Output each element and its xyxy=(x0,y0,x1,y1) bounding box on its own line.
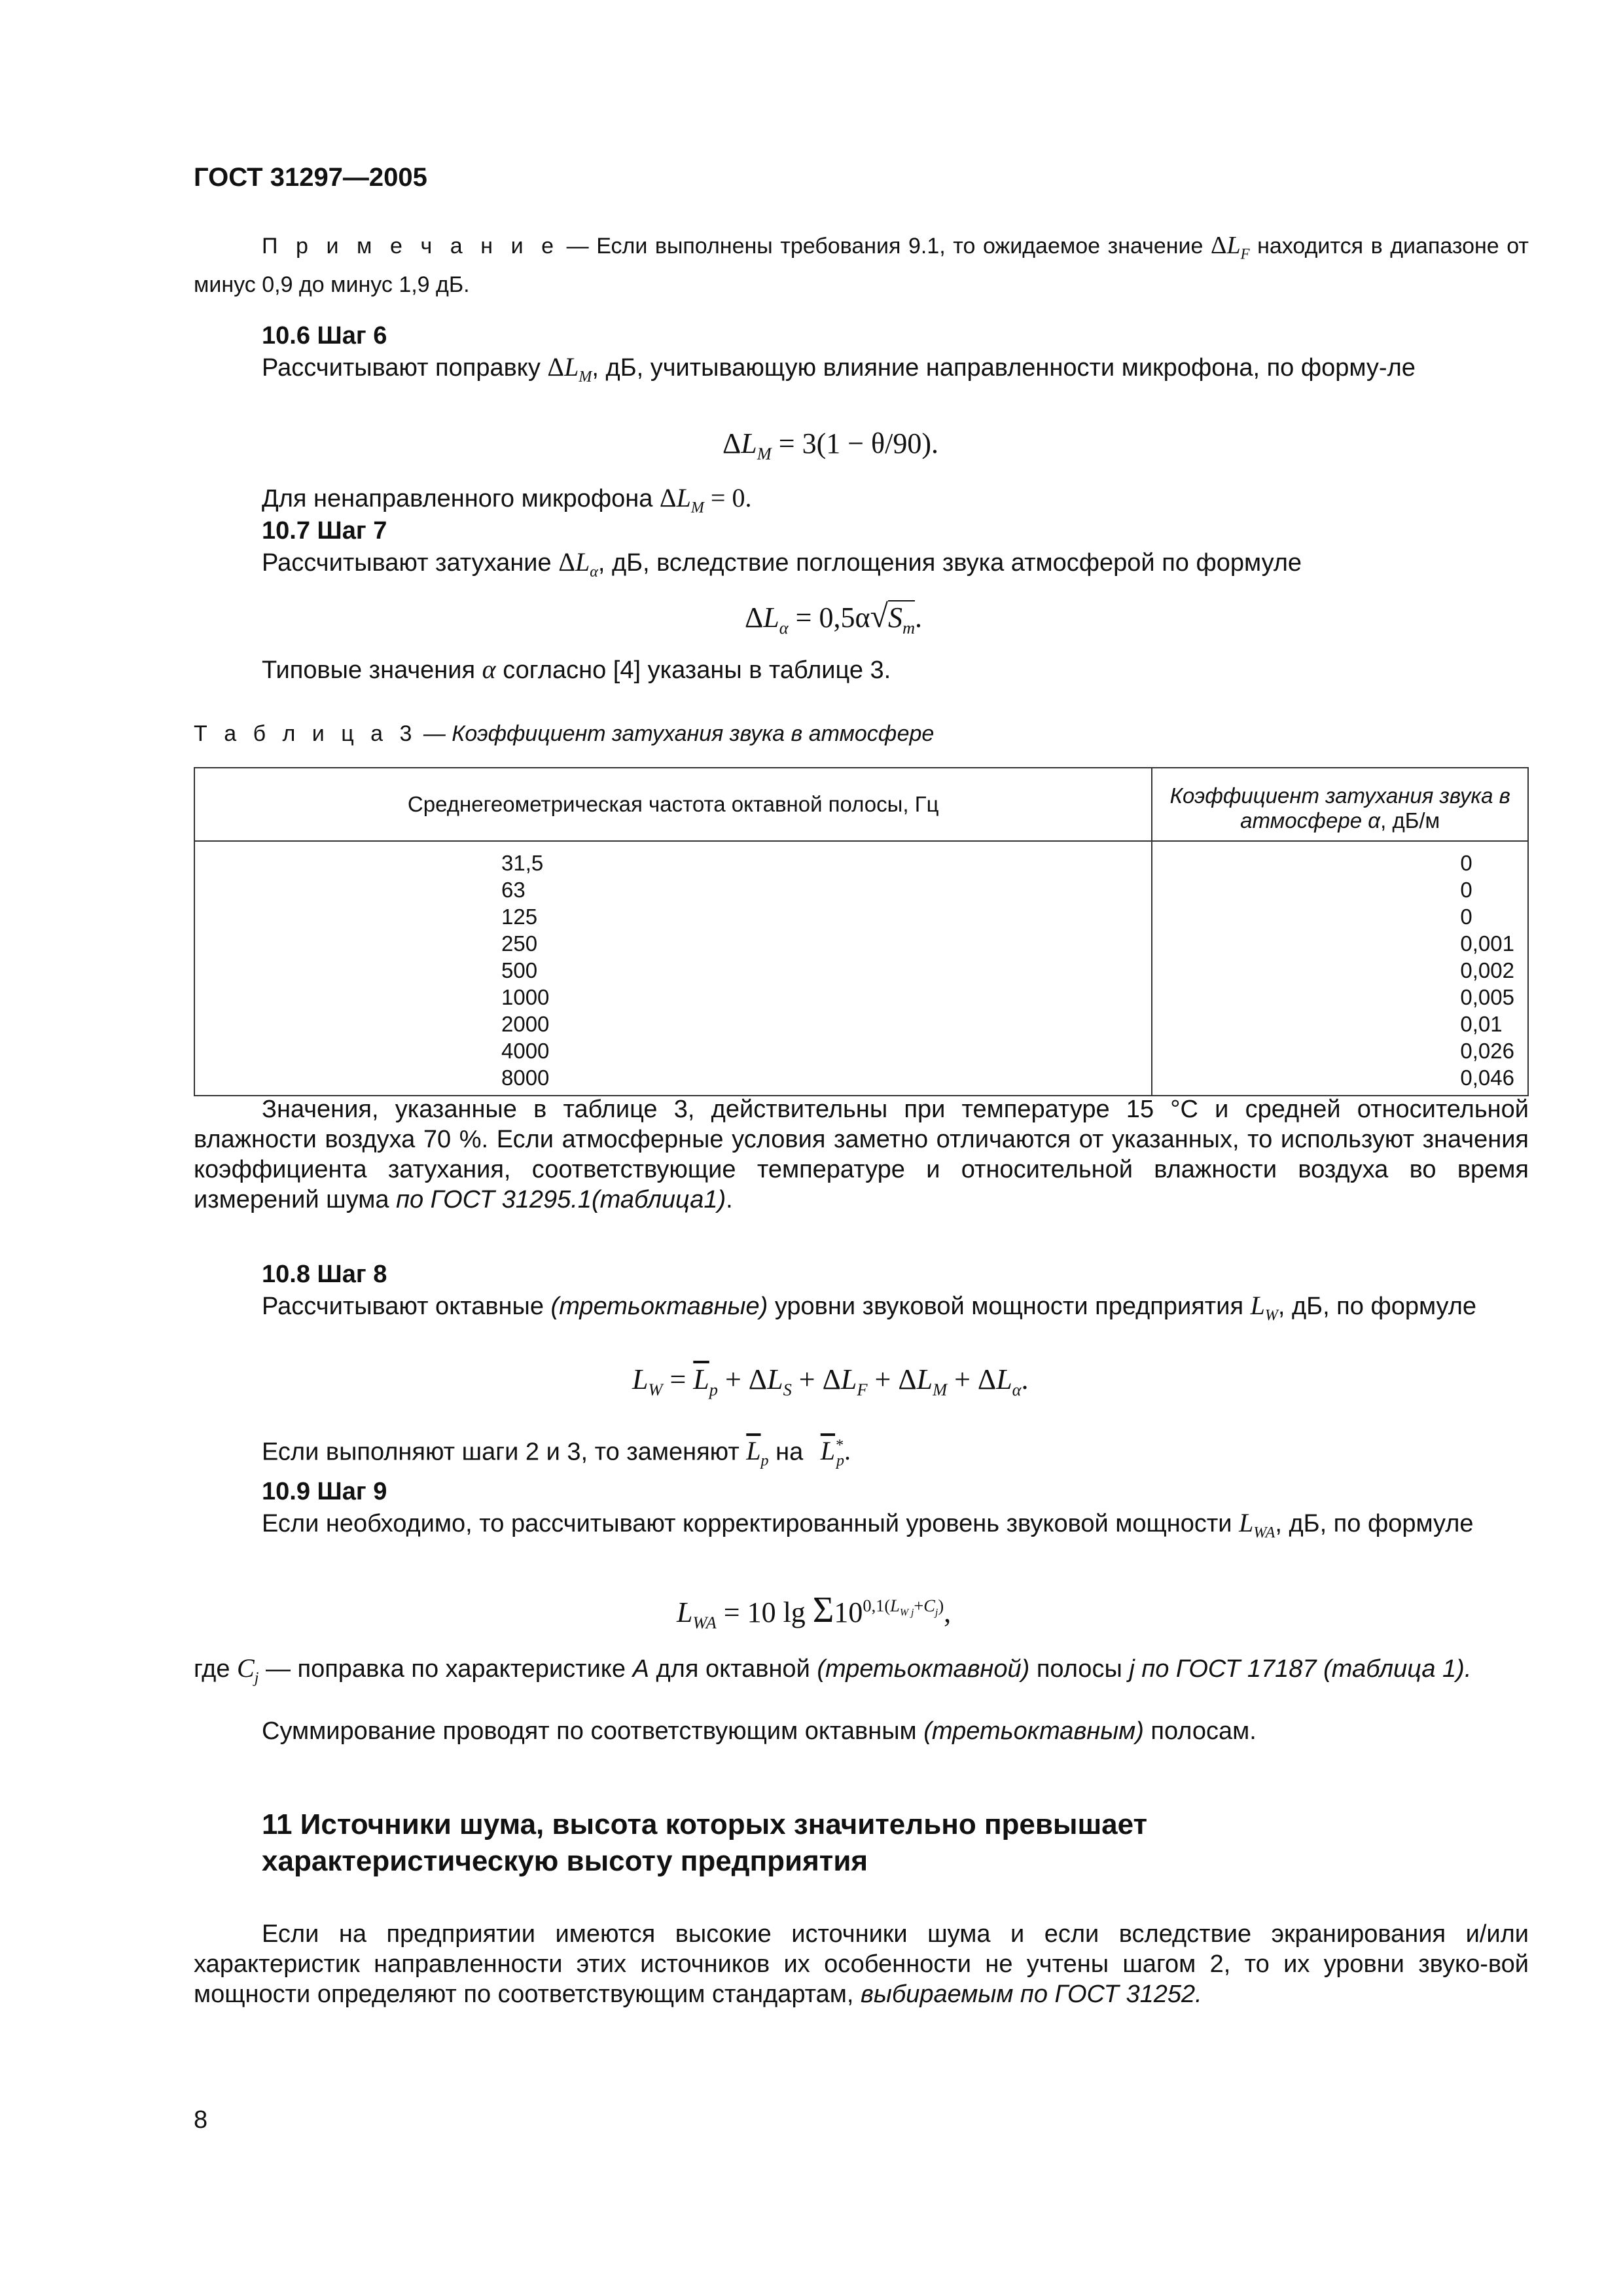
table-cell-coef: 0,005 xyxy=(1460,985,1514,1009)
table-cell-freq: 63 xyxy=(501,878,526,902)
table-cell-coef: 0,046 xyxy=(1460,1066,1514,1090)
table-cell-freq: 500 xyxy=(501,958,538,982)
section-11-heading: 11 Источники шума, высота которых значительно превышает характеристическую высоту предприятия xyxy=(262,1808,1148,1877)
table-cell-coef: 0,026 xyxy=(1460,1039,1514,1063)
table-cell-coef: 0 xyxy=(1460,851,1472,875)
table-cell-freq: 8000 xyxy=(501,1066,550,1090)
table-3-caption: Т а б л и ц а 3 — Коэффициент затухания звука в атмосфере xyxy=(194,721,935,746)
section-10-6-paragraph: Рассчитывают поправку $\Delta L_M$, дБ, учитывающую влияние направленности микрофона, по форму-ле xyxy=(262,352,1416,386)
note-label: П р и м е ч а н и е xyxy=(262,234,560,259)
table-frequency-column xyxy=(194,841,1152,1096)
table-cell-freq: 4000 xyxy=(501,1039,550,1063)
formula-lw: $L_W = \overline{L}_p + \Delta L_S + \Delta L_F + \Delta L_M + \Delta L_\alpha$. xyxy=(632,1363,1029,1399)
table-col1-header: Среднегеометрическая частота октавной полосы, Гц xyxy=(194,768,1152,841)
table-cell-coef: 0,001 xyxy=(1460,931,1514,956)
table-cell-freq: 1000 xyxy=(501,985,550,1009)
table-cell-coef: 0 xyxy=(1460,905,1472,929)
section-10-8-paragraph: Рассчитывают октавные (третьоктавные) уровни звуковой мощности предприятия $L_W$, дБ, по формуле xyxy=(262,1291,1477,1324)
section-10-7-heading: 10.7 Шаг 7 xyxy=(262,517,387,545)
note-paragraph: П р и м е ч а н и е — Если выполнены требования 9.1, то ожидаемое значение $\Delta L_F$ находится в диапазоне от минус 0,9 до минус 1,9 дБ. xyxy=(194,232,1529,297)
page-header xyxy=(194,162,427,192)
table-3 xyxy=(194,767,1529,1096)
omnidirectional-mic-paragraph: Для ненаправленного микрофона $\Delta L_M = 0$. xyxy=(262,483,752,516)
formula-lwa: $L_{WA} = 10$ $\lg \Sigma 10^{0,1(L_{W j}+C_j)}$, xyxy=(677,1590,952,1632)
formula-delta-la: $\Delta L_\alpha = 0,5\alpha√S_m$. xyxy=(745,598,923,637)
after-table-paragraph: Значения, указанные в таблице 3, действительны при температуре 15 °С и средней относительной влажности воздуха 70 %. Если атмосферные условия заметно отличаются от указанных, то используют значения коэффициента затухания, соответствующие температуре и относительной влажности воздуха во время измерений шума по ГОСТ 31295.1(таблица1). xyxy=(194,1096,1529,1213)
summation-paragraph: Суммирование проводят по соответствующим октавным (третьоктавным) полосам. xyxy=(262,1717,1257,1745)
formula-delta-lm: $\Delta L_M = 3(1 - \theta/90)$. xyxy=(722,427,938,463)
section-10-6-heading: 10.6 Шаг 6 xyxy=(262,322,387,350)
table-cell-coef: 0,002 xyxy=(1460,958,1514,982)
section-10-9-paragraph: Если необходимо, то рассчитывают корректированный уровень звуковой мощности $L_{WA}$, дБ, по формуле xyxy=(262,1508,1474,1541)
table-body-row xyxy=(194,841,1528,1096)
table-header-row xyxy=(194,768,1528,841)
table-cell-freq: 250 xyxy=(501,931,538,956)
table-col2-header: Коэффициент затухания звука в атмосфере α, дБ/м xyxy=(1152,768,1528,841)
table-cell-freq: 125 xyxy=(501,905,538,929)
page-number: 8 xyxy=(194,2106,208,2134)
section-10-7-paragraph: Рассчитывают затухание $\Delta L_\alpha$, дБ, вследствие поглощения звука атмосферой по формуле xyxy=(262,547,1302,581)
table-cell-freq: 2000 xyxy=(501,1012,550,1036)
section-10-8-heading: 10.8 Шаг 8 xyxy=(262,1261,387,1288)
section-10-9-heading: 10.9 Шаг 9 xyxy=(262,1478,387,1505)
table-coefficient-column xyxy=(1152,841,1528,1096)
steps-2-3-paragraph: Если выполняют шаги 2 и 3, то заменяют $\overline{L}_p$ на $\overline{L}^*_p$. xyxy=(262,1436,851,1470)
document-id: ГОСТ 31297—2005 xyxy=(194,163,427,192)
table-cell-coef: 0,01 xyxy=(1460,1012,1503,1036)
section-11-paragraph: Если на предприятии имеются высокие источники шума и если вследствие экранирования и/или характеристик направленности этих источников их особенности не учтены шагом 2, то их уровни звуко-вой мощности определяют по соответствующим стандартам, выбираемым по ГОСТ 31252. xyxy=(194,1920,1529,2008)
where-paragraph: где $C_j$ — поправка по характеристике A для октавной (третьоктавной) полосы j по ГОСТ 17187 (таблица 1). xyxy=(194,1653,1472,1687)
typical-values-paragraph: Типовые значения α согласно [4] указаны в таблице 3. xyxy=(262,655,891,684)
table-cell-freq: 31,5 xyxy=(501,851,544,875)
note-text-before: — Если выполнены требования 9.1, то ожидаемое значение xyxy=(566,234,1204,259)
table-cell-coef: 0 xyxy=(1460,878,1472,902)
note-text-after: находится в диапазоне от минус 0,9 до минус 1,9 дБ. xyxy=(194,234,1529,297)
